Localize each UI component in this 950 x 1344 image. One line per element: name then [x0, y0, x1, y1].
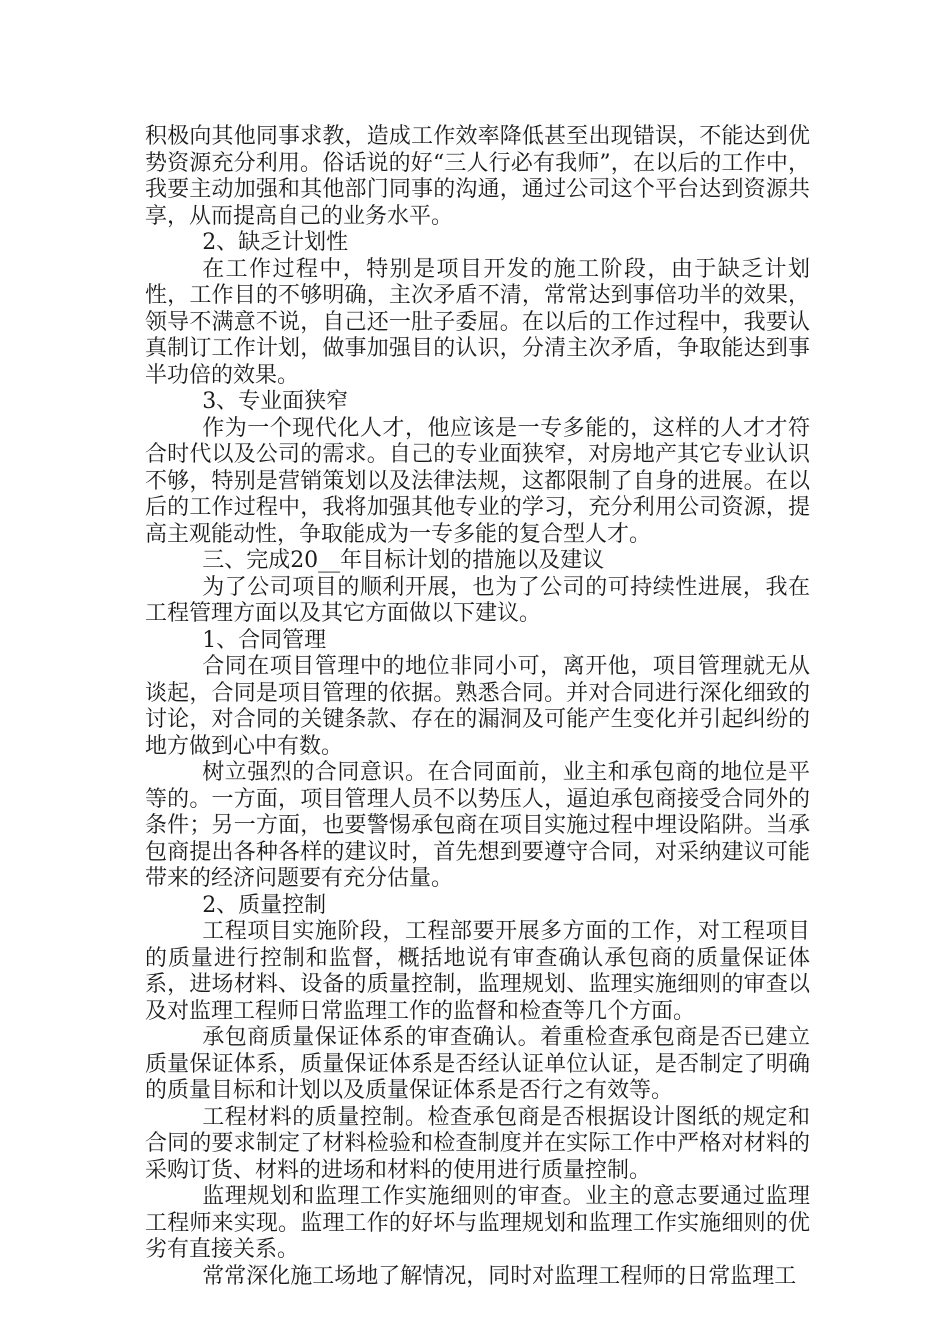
- section-heading-contract: 1、合同管理: [202, 627, 327, 653]
- paragraph-contract-2: 树立强烈的合同意识。在合同面前，业主和承包商的地位是平等的。一方面，项目管理人员不以势压人，逼迫承包商接受合同外的条件；另一方面，也要警惕承包商在项目实施过程中埋设陷阱。当承包商提出各种各样的建议时，首先想到要遵守合同，对采纳建议可能带来的经济问题要有充分估量。: [145, 760, 810, 891]
- paragraph-measures-intro: 为了公司项目的顺利开展，也为了公司的可持续性进展，我在工程管理方面以及其它方面做以下建议。: [145, 574, 810, 626]
- section-heading-planning: 2、缺乏计划性: [202, 230, 349, 255]
- paragraph-expertise: 作为一个现代化人才，他应该是一专多能的，这样的人才才符合时代以及公司的需求。自己的专业面狭窄，对房地产其它专业认识不够，特别是营销策划以及法律法规，这都限制了自身的进展。在以后的工作过程中，我将加强其他专业的学习，充分利用公司资源，提高主观能动性，争取能成为一专多能的复合型人才。: [145, 415, 810, 547]
- paragraph-quality-5: 常常深化施工场地了解情况，同时对监理工程师的日常监理工: [202, 1263, 797, 1289]
- section-heading-measures: 三、完成20__年目标计划的措施以及建议: [202, 548, 605, 573]
- section-heading-quality: 2、质量控制: [202, 892, 327, 918]
- paragraph-quality-1: 工程项目实施阶段，工程部要开展多方面的工作，对工程项目的质量进行控制和监督，概括地说有审查确认承包商的质量保证体系，进场材料、设备的质量控制，监理规划、监理实施细则的审查以及对监理工程师日常监理工作的监督和检查等几个方面。: [145, 919, 810, 1024]
- paragraph-continuation: 积极向其他同事求教，造成工作效率降低甚至出现错误，不能达到优势资源充分利用。俗话说的好“三人行必有我师”，在以后的工作中，我要主动加强和其他部门同事的沟通，通过公司这个平台达到资源共享，从而提高自己的业务水平。: [145, 124, 810, 229]
- paragraph-planning: 在工作过程中，特别是项目开发的施工阶段，由于缺乏计划性，工作目的不够明确，主次矛盾不清，常常达到事倍功半的效果，领导不满意不说，自己还一肚子委屈。在以后的工作过程中，我要认真制订工作计划，做事加强目的认识，分清主次矛盾，争取能达到事半功倍的效果。: [145, 256, 810, 388]
- paragraph-quality-2: 承包商质量保证体系的审查确认。着重检查承包商是否已建立质量保证体系，质量保证体系是否经认证单位认证，是否制定了明确的质量目标和计划以及质量保证体系是否行之有效等。: [145, 1025, 810, 1103]
- document-page: [145, 124, 810, 1290]
- paragraph-quality-4: 监理规划和监理工作实施细则的审查。业主的意志要通过监理工程师来实现。监理工作的好坏与监理规划和监理工作实施细则的优劣有直接关系。: [145, 1184, 810, 1262]
- paragraph-contract-1: 合同在项目管理中的地位非同小可，离开他，项目管理就无从谈起，合同是项目管理的依据。熟悉合同。并对合同进行深化细致的讨论，对合同的关键条款、存在的漏洞及可能产生变化并引起纠纷的地方做到心中有数。: [145, 654, 810, 759]
- section-heading-expertise: 3、专业面狭窄: [202, 389, 349, 414]
- paragraph-quality-3: 工程材料的质量控制。检查承包商是否根据设计图纸的规定和合同的要求制定了材料检验和检查制度并在实际工作中严格对材料的采购订货、材料的进场和材料的使用进行质量控制。: [145, 1104, 810, 1183]
